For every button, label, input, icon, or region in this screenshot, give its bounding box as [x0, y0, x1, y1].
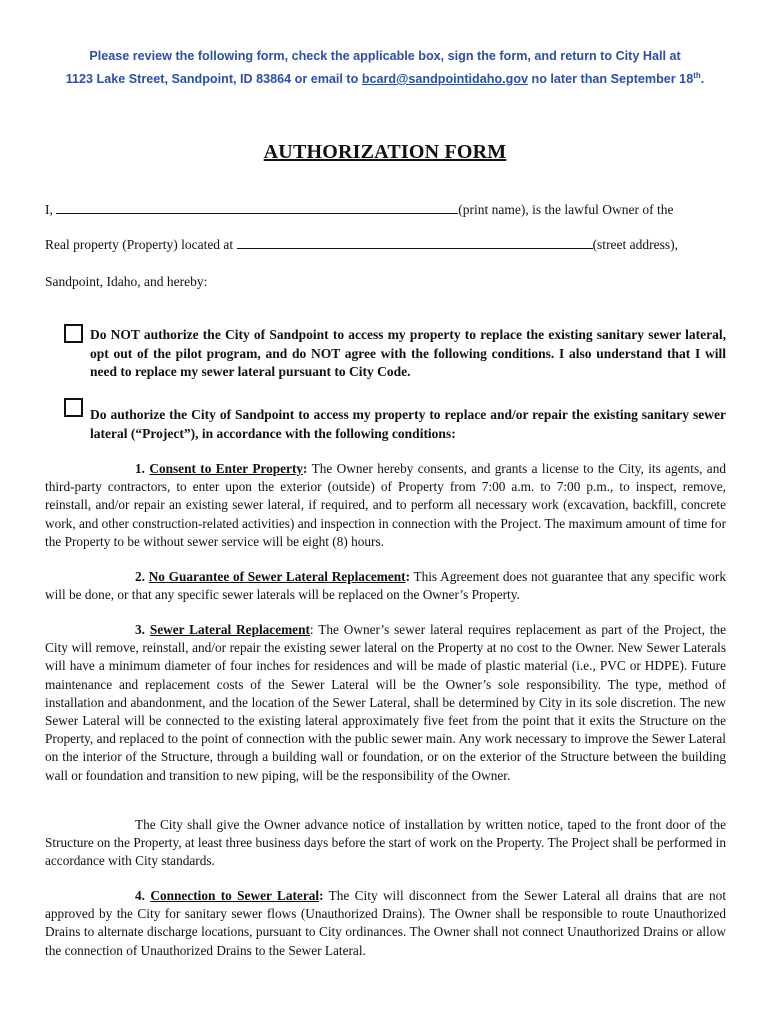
notice-address-text: 1123 Lake Street, Sandpoint, ID 83864 or email to [65, 72, 362, 87]
condition-3-sewer-lateral-replacement [45, 621, 726, 785]
condition-2-no-guarantee [45, 568, 726, 604]
condition-1-colon: : [303, 461, 308, 476]
name-suffix: (print name), is the lawful Owner of the [458, 202, 674, 217]
form-title: AUTHORIZATION FORM [263, 141, 507, 163]
condition-3-colon: : [309, 622, 314, 637]
condition-2-colon: : [405, 569, 410, 584]
owner-name-line [45, 202, 673, 218]
print-name-field[interactable] [56, 202, 458, 214]
city-line: Sandpoint, Idaho, and hereby: [45, 274, 208, 289]
do-not-authorize-checkbox[interactable] [64, 324, 83, 343]
condition-1-number: 1. [135, 461, 145, 476]
notice-deadline-suffix: th [693, 71, 701, 80]
condition-1-heading: Consent to Enter Property [149, 461, 304, 476]
address-prefix: Real property (Property) located at [45, 237, 237, 252]
condition-4-number: 4. [135, 888, 145, 903]
address-line [45, 237, 678, 253]
notice-period: . [700, 72, 705, 87]
condition-2-text: This Agreement does not guarantee that any specific work will be done, or that any specific sewer laterals will be replaced on the Owner’s Property. [45, 569, 726, 603]
condition-4-heading: Connection to Sewer Lateral [150, 888, 320, 903]
condition-3-heading: Sewer Lateral Replacement [149, 622, 310, 637]
email-link[interactable]: bcard@sandpointidaho.gov [361, 72, 529, 87]
condition-4-colon: : [319, 888, 324, 903]
notice-deadline-text: no later than September 18 [528, 72, 694, 87]
condition-3-text: The Owner’s sewer lateral requires replacement as part of the Project, the City will remove, reinstall, and/or repair the existing sewer lateral on the Property at no cost to the Owner. New Sewer Laterals will have a minimum diameter of four inches for residences and will be made of plastic material (i.e., PVC or HDPE). Future maintenance and replacement costs of the Sewer Lateral will be the Owner’s sole responsibility. The type, method of installation and abandonment, and the location of the Sewer Lateral, shall be determined by City in its sole discretion. The new Sewer Lateral will be connected to the existing lateral approximately five feet from the point that it exits the Structure on the Property, and replaced to the point of connection with the public sewer main. Any work necessary to improve the Sewer Lateral on the interior of the Structure, through a building wall or foundation, or on the exterior of the Structure between the building wall or foundation and transition to new piping, will be the responsibility of the Owner. [45, 622, 726, 783]
condition-4-connection [45, 887, 726, 960]
condition-1-consent-to-enter [45, 460, 726, 551]
do-authorize-text: Do authorize the City of Sandpoint to access my property to replace and/or repair the existing sanitary sewer lateral (“Project”), in accordance with the following conditions: [90, 407, 726, 441]
address-suffix: (street address), [592, 237, 679, 252]
condition-3-number: 3. [135, 622, 145, 637]
notice-line-2 [20, 66, 750, 89]
name-prefix: I, [45, 202, 57, 217]
instructions-notice [20, 47, 750, 89]
street-address-field[interactable] [237, 237, 593, 249]
condition-2-number: 2. [135, 569, 145, 584]
do-not-authorize-text: Do NOT authorize the City of Sandpoint to access my property to replace the existing sanitary sewer lateral, opt out of the pilot program, and do NOT agree with the following conditions. I also understand that I will need to replace my sewer lateral pursuant to City Code. [90, 327, 726, 379]
do-authorize-checkbox[interactable] [64, 398, 83, 417]
installation-notice-paragraph: The City shall give the Owner advance notice of installation by written notice, taped to the front door of the Structure on the Property, at least three business days before the start of work on the Property. The Project shall be performed in accordance with City standards. [45, 817, 726, 869]
notice-line-1: Please review the following form, check the applicable box, sign the form, and return to City Hall at [89, 49, 681, 63]
condition-4-text: The City will disconnect from the Sewer Lateral all drains that are not approved by the City for sanitary sewer flows (Unauthorized Drains). The Owner shall be responsible to route Unauthorized Drains to alternate discharge locations, pursuant to City ordinances. The Owner shall not connect Unauthorized Drains or allow the connection of Unauthorized Drains to the Sewer Lateral. [45, 888, 727, 958]
condition-2-heading: No Guarantee of Sewer Lateral Replacement [148, 569, 406, 584]
condition-1-text: The Owner hereby consents, and grants a license to the City, its agents, and third-party contractors, to enter upon the exterior (outside) of Property from 7:00 a.m. to 7:00 p.m., to inspect, remove, reinstall, and/or repair an existing sewer lateral, if required, and to perform all necessary work (excavation, backfill, concrete work, and other construction-related activities) and inspection in connection with the Project. The maximum amount of time for the Property to be without sewer service will be eight (8) hours. [45, 461, 727, 549]
